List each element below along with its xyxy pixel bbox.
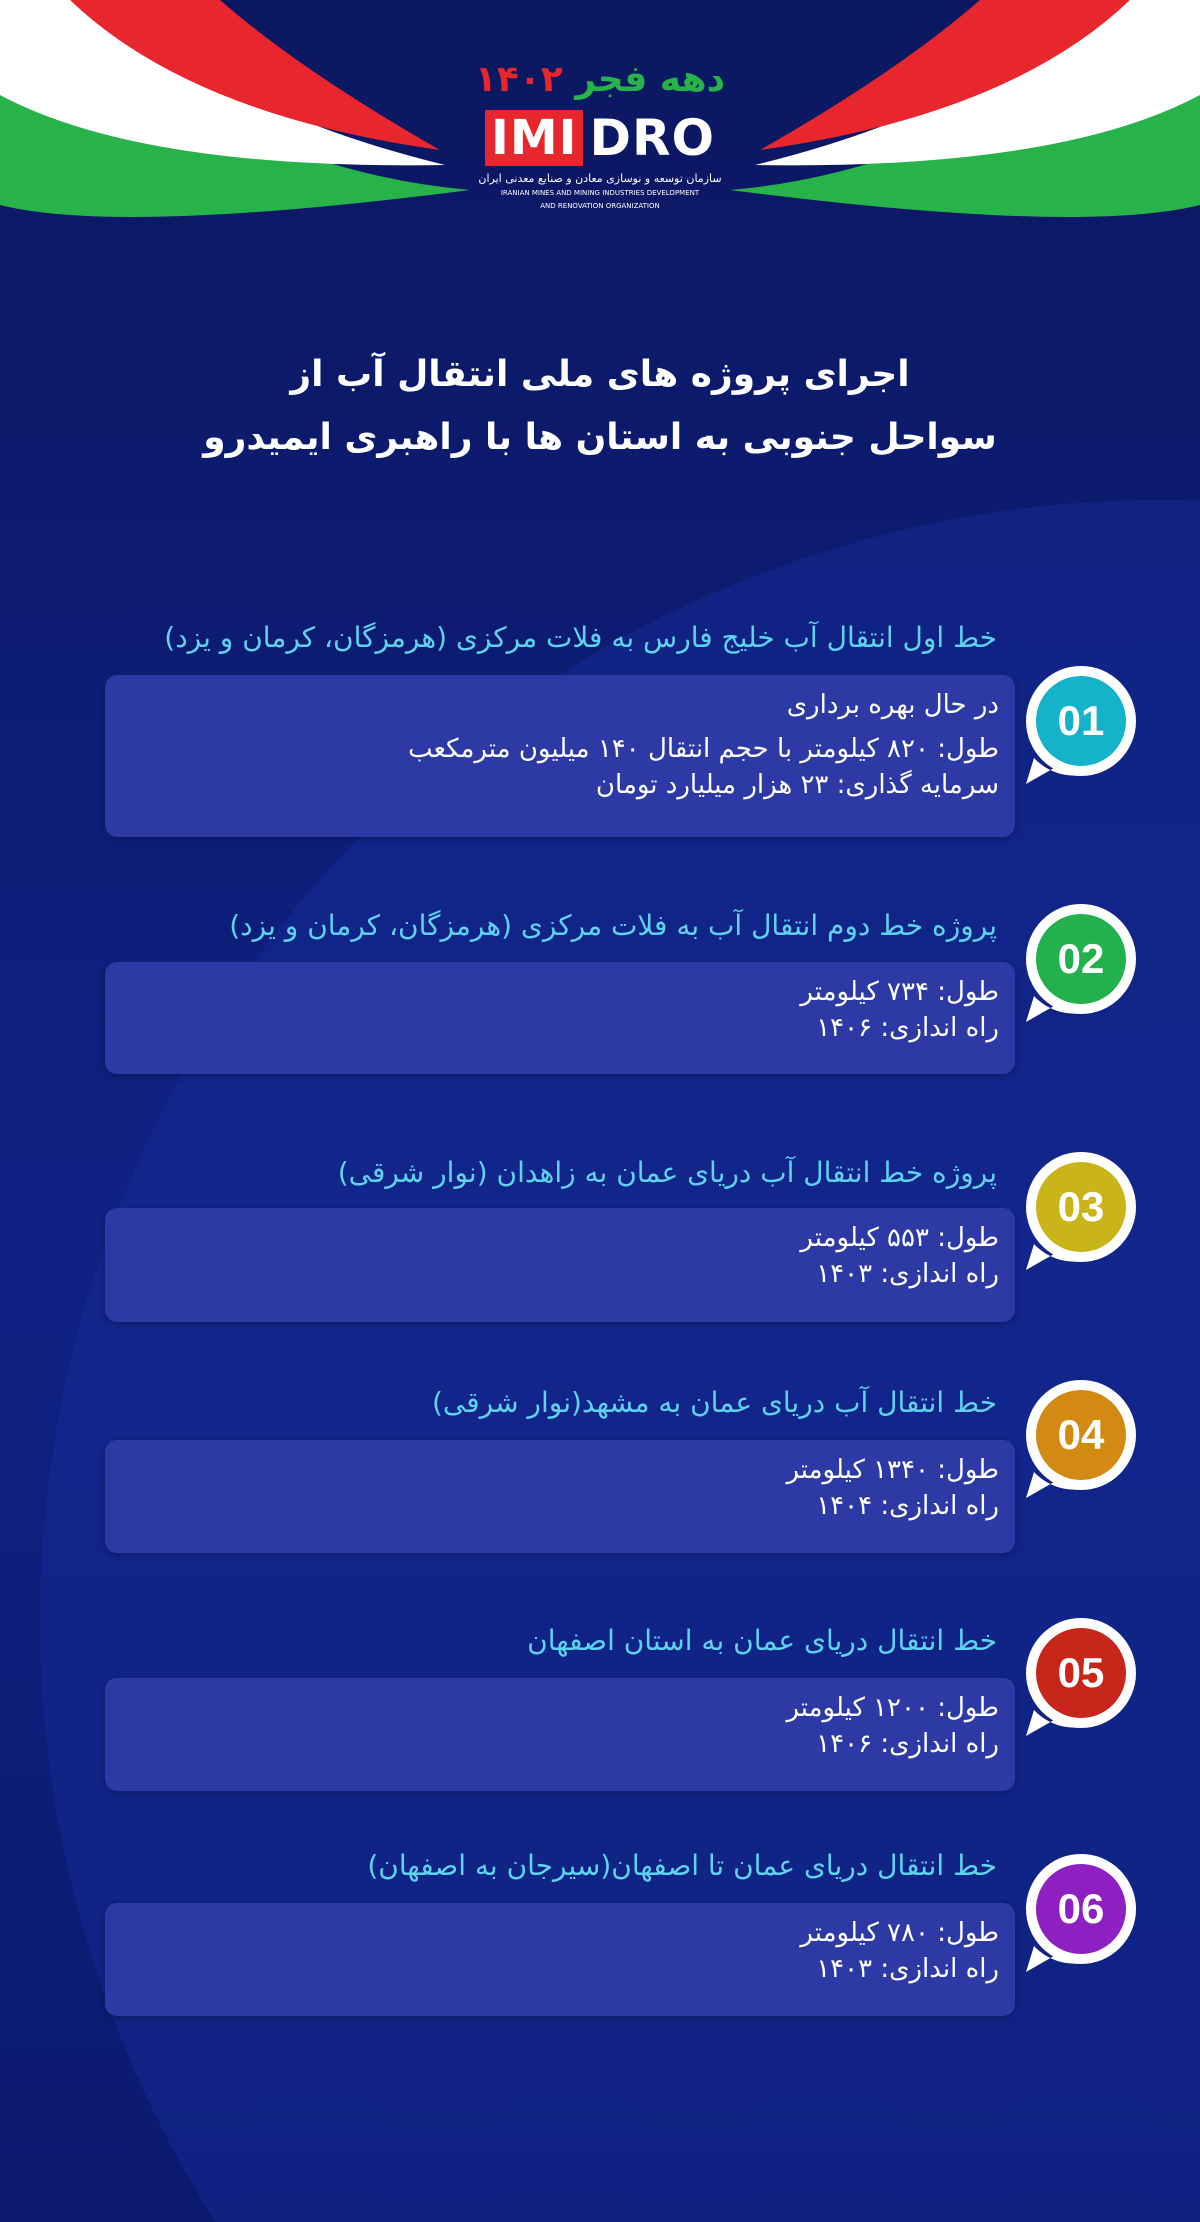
flag-swoosh-right (730, 0, 1200, 217)
project-launch-6: راه اندازی: ۱۴۰۳ (816, 1954, 999, 1984)
badge-number-4: 04 (1057, 1411, 1105, 1458)
number-badge-5 (1020, 1612, 1140, 1742)
number-badge-3 (1020, 1146, 1140, 1276)
badge-number-1: 01 (1057, 697, 1105, 744)
project-box-5 (105, 1678, 1015, 1791)
project-launch-2: راه اندازی: ۱۴۰۶ (816, 1013, 999, 1043)
project-heading-4: خط انتقال آب دریای عمان به مشهد(نوار شرقی) (431, 1386, 997, 1419)
project-heading-1: خط اول انتقال آب خلیج فارس به فلات مرکزی (هرمزگان، کرمان و یزد) (164, 621, 997, 654)
project-heading-6: خط انتقال دریای عمان تا اصفهان(سیرجان به اصفهان) (367, 1849, 997, 1882)
logo (460, 58, 740, 211)
project-box-3 (105, 1208, 1015, 1322)
number-badge-2 (1020, 898, 1140, 1028)
number-badge-6 (1020, 1848, 1140, 1978)
page-title-line-1: اجرای پروژه های ملی انتقال آب از (290, 354, 910, 395)
brand-dro: DRO (589, 109, 715, 167)
badge-number-2: 02 (1057, 935, 1105, 982)
project-box-6 (105, 1903, 1015, 2016)
number-badge-4 (1020, 1374, 1140, 1504)
project-length-6: طول: ۷۸۰ کیلومتر (800, 1918, 999, 1948)
org-name-persian: سازمان توسعه و نوسازی معادن و صنایع معدنی ایران (478, 172, 722, 185)
project-investment-1: سرمایه گذاری: ۲۳ هزار میلیارد تومان (595, 770, 999, 800)
project-length-2: طول: ۷۳۴ کیلومتر (800, 977, 999, 1007)
badge-number-6: 06 (1057, 1885, 1105, 1932)
project-launch-4: راه اندازی: ۱۴۰۴ (816, 1491, 999, 1521)
org-name-english-1: IRANIAN MINES AND MINING INDUSTRIES DEVELOPMENT (500, 189, 700, 197)
badge-number-3: 03 (1057, 1183, 1105, 1230)
project-length-3: طول: ۵۵۳ کیلومتر (800, 1223, 999, 1253)
project-box-4 (105, 1440, 1015, 1553)
fajr-logo-text (460, 58, 740, 102)
imidro-wordmark (460, 110, 740, 166)
project-launch-5: راه اندازی: ۱۴۰۶ (816, 1729, 999, 1759)
project-heading-5: خط انتقال دریای عمان به استان اصفهان (527, 1624, 997, 1657)
project-length-5: طول: ۱۲۰۰ کیلومتر (786, 1693, 999, 1723)
project-heading-3: پروژه خط انتقال آب دریای عمان به زاهدان (نوار شرقی) (337, 1156, 997, 1189)
brand-imi: IMI (485, 110, 583, 166)
badge-number-5: 05 (1057, 1649, 1105, 1696)
flag-swoosh-left (0, 0, 470, 217)
fajr-label: دهه فجر (575, 59, 726, 100)
page-title-line-2: سواحل جنوبی به استان ها با راهبری ایمیدرو (203, 417, 997, 458)
org-name-english-2: AND RENOVATION ORGANIZATION (540, 202, 660, 210)
project-launch-3: راه اندازی: ۱۴۰۳ (816, 1259, 999, 1289)
project-length-1: طول: ۸۲۰ کیلومتر با حجم انتقال ۱۴۰ میلیون مترمکعب (408, 734, 999, 764)
project-status-1: در حال بهره برداری (786, 690, 999, 720)
project-box-2 (105, 962, 1015, 1074)
number-badge-1 (1020, 660, 1140, 790)
project-box-1 (105, 675, 1015, 837)
fajr-year: ۱۴۰۲ (474, 59, 563, 100)
project-heading-2: پروژه خط دوم انتقال آب به فلات مرکزی (هرمزگان، کرمان و یزد) (229, 909, 997, 942)
project-length-4: طول: ۱۳۴۰ کیلومتر (786, 1455, 999, 1485)
